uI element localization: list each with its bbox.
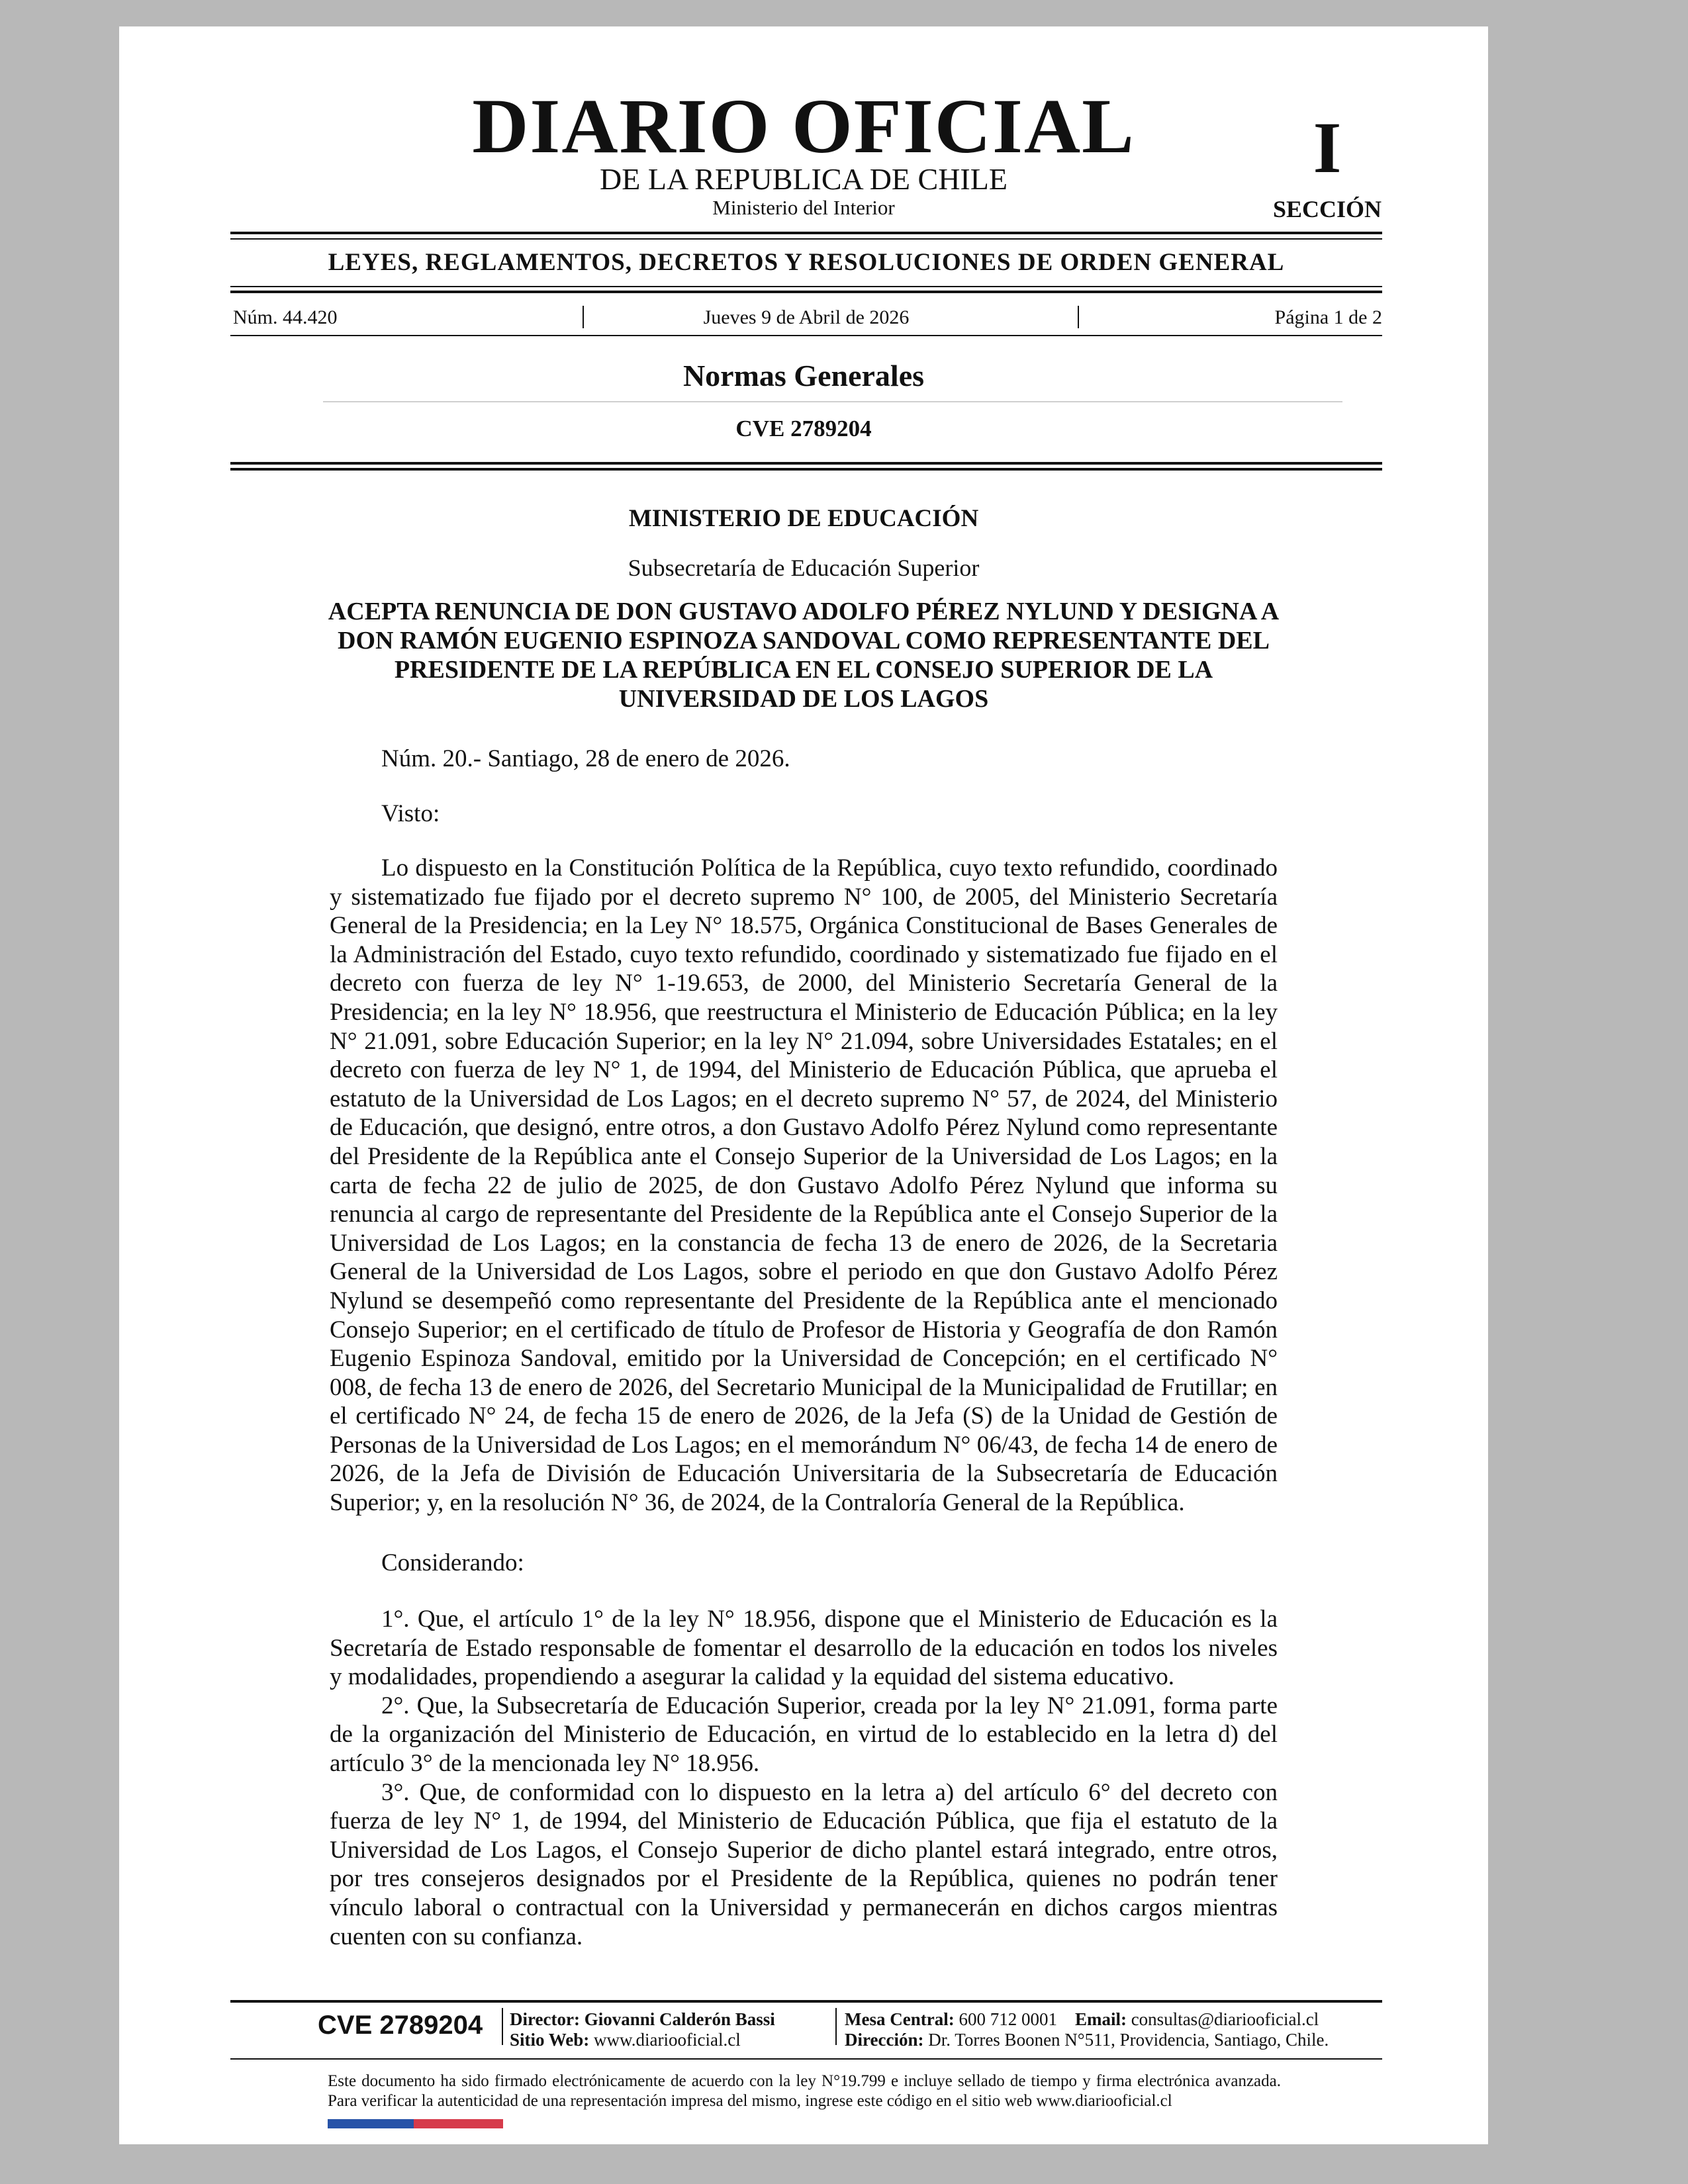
footer-separator (502, 2008, 503, 2045)
issue-page: Página 1 de 2 (1274, 306, 1382, 328)
issue-separator (1078, 306, 1079, 328)
flag-stripe-blue (328, 2119, 414, 2128)
issuing-ministry: MINISTERIO DE EDUCACIÓN (628, 505, 979, 532)
considerando-item: 3°. Que, de conformidad con lo dispuesto en la letra a) del artículo 6° del decreto con fuerza de ley N° 1, de 1994, del Ministerio de Educación Pública, que fija el estatuto de la Universidad de Los Lagos, el Consejo Superior de dicho plantel estará integrado, entre otros, por tres consejeros designados por el Presidente de la República, quienes no podrán tener vínculo laboral o contractual con la Universidad y permanecerán en dichos cargos mientras cuenten con su confianza. (330, 1778, 1278, 1950)
document-page (119, 26, 1488, 2144)
header-rule (230, 468, 1382, 471)
footer-cve-code: CVE 2789204 (318, 2011, 483, 2040)
considerando-item: 2°. Que, la Subsecretaría de Educación Superior, creada por la ley N° 21.091, forma parte de la organización del Ministerio de Educación, en virtud de lo establecido en la letra d) del artículo 3° de la mencionada ley N° 18.956. (330, 1692, 1278, 1777)
issuing-subsecretaria: Subsecretaría de Educación Superior (628, 555, 980, 581)
legal-notice: Este documento ha sido firmado electrónicamente de acuerdo con la ley N°19.799 e incluye sellado de tiempo y firma electrónica avanzada. Para verificar la autenticidad de una representación impresa del mismo, ingrese este código en el sitio web www.diariooficial.cl (328, 2072, 1281, 2110)
footer-address: Dirección: Dr. Torres Boonen N°511, Providencia, Santiago, Chile. (845, 2030, 1329, 2050)
footer-separator (835, 2008, 837, 2045)
newspaper-subtitle: DE LA REPUBLICA DE CHILE (600, 162, 1008, 196)
header-rule (230, 462, 1382, 465)
masthead-rule-top-thin (230, 238, 1382, 240)
footer-rule (230, 2000, 1382, 2003)
masthead-ministry: Ministerio del Interior (712, 196, 895, 219)
newspaper-title: DIARIO OFICIAL (472, 83, 1135, 169)
footer-rule-thin (230, 2058, 1382, 2060)
decree-number-line: Núm. 20.- Santiago, 28 de enero de 2026. (381, 745, 790, 772)
footer-contact: Mesa Central: 600 712 0001 Email: consultas@diariooficial.cl (845, 2009, 1319, 2029)
banner-rule (230, 291, 1382, 293)
visto-label: Visto: (381, 800, 440, 827)
section-number: I (1313, 107, 1342, 188)
visto-paragraph: Lo dispuesto en la Constitución Política de la República, cuyo texto refundido, coordinado y sistematizado fue fijado por el decreto supremo N° 100, de 2005, del Ministerio Secretaría General de la Presidencia; en la Ley N° 18.575, Orgánica Constitucional de Bases Generales de la Administración del Estado, cuyo texto refundido, coordinado y sistematizado fue fijado en el decreto con fuerza de ley N° 1-19.653, de 2000, del Ministerio Secretaría General de la Presidencia; en la ley N° 18.956, que reestructura el Ministerio de Educación Pública; en la ley N° 21.091, sobre Educación Superior; en la ley N° 21.094, sobre Universidades Estatales; en el decreto con fuerza de ley N° 1, de 1994, del Ministerio de Educación Pública, que aprueba el estatuto de la Universidad de Los Lagos; en el decreto supremo N° 57, de 2024, del Ministerio de Educación, que designó, entre otros, a don Gustavo Adolfo Pérez Nylund como representante del Presidente de la República ante el Consejo Superior de la Universidad de Los Lagos; en la carta de fecha 22 de julio de 2025, de don Gustavo Adolfo Pérez Nylund que informa su renuncia al cargo de representante del Presidente de la República ante el Consejo Superior de la Universidad de Los Lagos; en la constancia de fecha 13 de enero de 2026, de la Secretaria General de la Universidad de Los Lagos, sobre el periodo en que don Gustavo Adolfo Pérez Nylund se desempeñó como representante del Presidente de la República ante el mencionado Consejo Superior; en el certificado de título de Profesor de Historia y Geografía de don Ramón Eugenio Espinoza Sandoval, emitido por la Universidad de Concepción; en el certificado N° 008, de fecha 13 de enero de 2026, del Secretario Municipal de la Municipalidad de Frutillar; en el certificado N° 24, de fecha 15 de enero de 2026, de la Jefa (S) de la Unidad de Gestión de Personas de la Universidad de Los Lagos; en el memorándum N° 06/43, de fecha 14 de enero de 2026, de la Jefa de División de Educación Universitaria de la Subsecretaría de Educación Superior; y, en la resolución N° 36, de 2024, de la Contraloría General de la República. (330, 854, 1278, 1517)
banner-rule-thin (230, 286, 1382, 287)
heading-line: UNIVERSIDAD DE LOS LAGOS (618, 685, 989, 713)
heading-line: ACEPTA RENUNCIA DE DON GUSTAVO ADOLFO PÉREZ NYLUND Y DESIGNA A (328, 598, 1280, 625)
masthead-rule-top (230, 232, 1382, 234)
footer-website: Sitio Web: www.diariooficial.cl (510, 2030, 741, 2050)
considerando-item: 1°. Que, el artículo 1° de la ley N° 18.956, dispone que el Ministerio de Educación es la Secretaría de Estado responsable de fomentar el desarrollo de la educación en todos los niveles y modalidades, propendiendo a asegurar la calidad y la equidad del sistema educativo. (330, 1606, 1278, 1691)
issue-rule (230, 335, 1382, 336)
section-label: SECCIÓN (1272, 196, 1382, 222)
heading-line: DON RAMÓN EUGENIO ESPINOZA SANDOVAL COMO REPRESENTANTE DEL (338, 627, 1270, 655)
cve-code: CVE 2789204 (735, 416, 872, 441)
flag-stripe-red (414, 2119, 503, 2128)
section-banner: LEYES, REGLAMENTOS, DECRETOS Y RESOLUCIONES DE ORDEN GENERAL (328, 249, 1285, 276)
section-title: Normas Generales (682, 359, 925, 392)
considerando-label: Considerando: (381, 1549, 524, 1576)
document-heading (318, 597, 1289, 713)
considerando-list (330, 1605, 1278, 1951)
footer-director: Director: Giovanni Calderón Bassi (510, 2009, 775, 2029)
issue-date: Jueves 9 de Abril de 2026 (703, 306, 910, 328)
issue-number: Núm. 44.420 (233, 306, 338, 328)
section-divider (323, 401, 1342, 402)
heading-line: PRESIDENTE DE LA REPÚBLICA EN EL CONSEJO SUPERIOR DE LA (394, 656, 1213, 684)
